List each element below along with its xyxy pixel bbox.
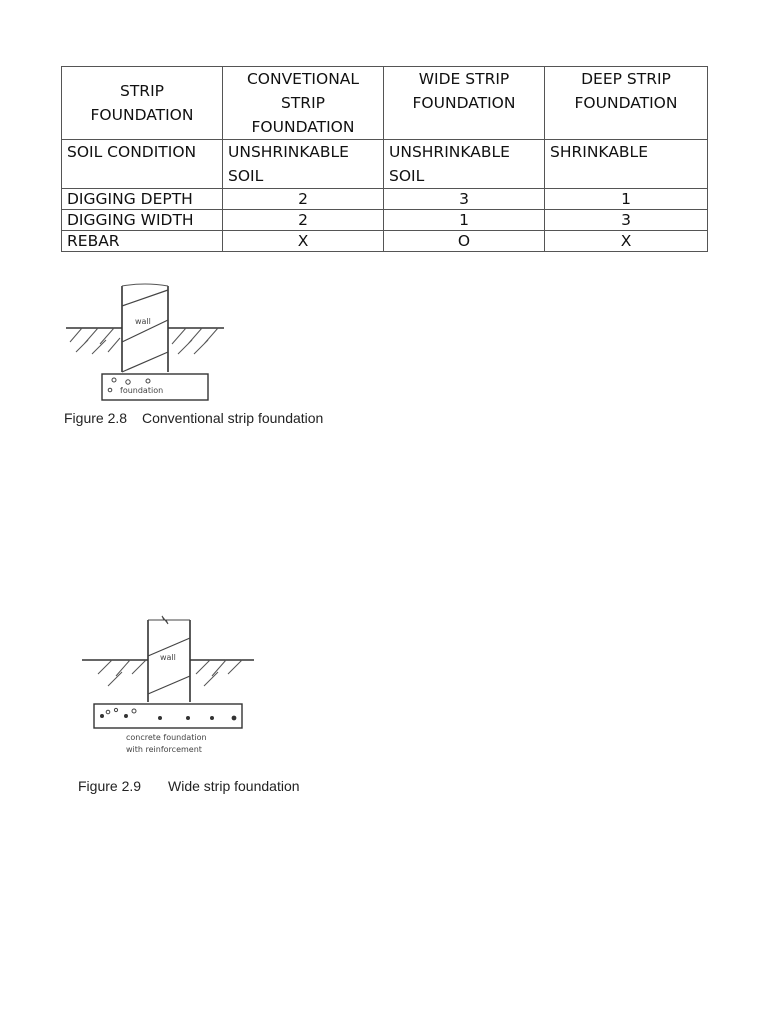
row-label: SOIL CONDITION (62, 140, 223, 189)
table-cell: O (384, 231, 545, 252)
table-header-cell: CONVETIONAL STRIP FOUNDATION (223, 67, 384, 140)
table-cell: 2 (223, 189, 384, 210)
table-cell: X (223, 231, 384, 252)
table-cell: 3 (545, 210, 708, 231)
row-label: DIGGING DEPTH (62, 189, 223, 210)
table-header-row (62, 67, 708, 140)
conventional-strip-foundation-figure (62, 282, 324, 426)
table-row (62, 140, 708, 189)
figure-caption-text: Wide strip foundation (168, 778, 300, 794)
wall-label: wall (160, 653, 176, 662)
row-label: REBAR (62, 231, 223, 252)
table-cell: 3 (384, 189, 545, 210)
table-cell: SHRINKABLE (545, 140, 708, 189)
table-row (62, 189, 708, 210)
table-cell: 2 (223, 210, 384, 231)
foundation-label-line1: concrete foundation (126, 733, 207, 742)
table-cell: UNSHRINKABLE SOIL (384, 140, 545, 189)
figure-caption (64, 410, 323, 426)
foundation-label-line2: with reinforcement (126, 745, 202, 754)
figure-number: Figure 2.8 (64, 410, 128, 426)
table-cell: X (545, 231, 708, 252)
table-cell: 1 (384, 210, 545, 231)
table-cell: UNSHRINKABLE SOIL (223, 140, 384, 189)
wide-foundation-sketch (78, 612, 258, 762)
figure-caption (78, 778, 300, 794)
table-header-cell: DEEP STRIP FOUNDATION (545, 67, 708, 140)
table-row (62, 210, 708, 231)
figure-caption-text: Conventional strip foundation (142, 410, 324, 426)
conventional-foundation-sketch (62, 282, 232, 406)
figure-number: Figure 2.9 (78, 778, 142, 794)
table-header-cell: WIDE STRIP FOUNDATION (384, 67, 545, 140)
wall-label: wall (135, 317, 151, 326)
foundation-comparison-table (61, 66, 708, 252)
row-label: DIGGING WIDTH (62, 210, 223, 231)
table-cell: 1 (545, 189, 708, 210)
table-header-cell: STRIP FOUNDATION (62, 67, 223, 140)
table-row (62, 231, 708, 252)
wide-strip-foundation-figure (78, 612, 300, 794)
foundation-label: foundation (120, 386, 164, 395)
